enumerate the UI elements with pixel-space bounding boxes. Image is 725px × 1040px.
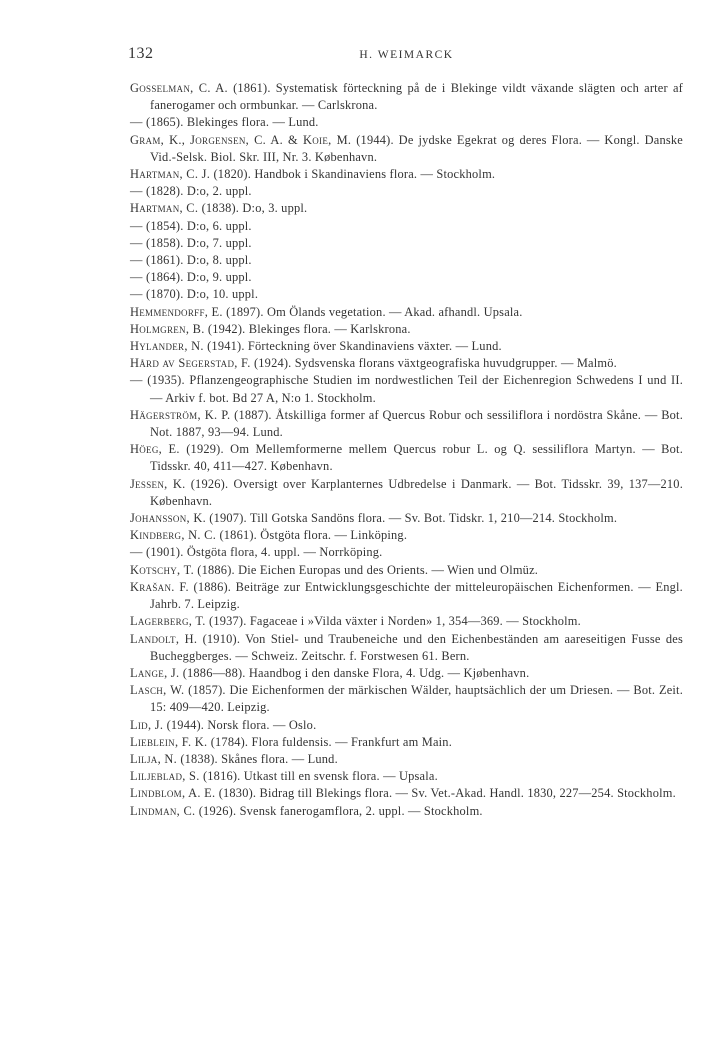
reference-text: (1838). Skånes flora. — Lund. (177, 751, 338, 766)
reference-entry (130, 407, 683, 441)
reference-entry (130, 200, 683, 217)
reference-text: (1901). Östgöta flora, 4. uppl. — Norrköping. (142, 545, 383, 560)
reference-text: (1886—88). Haandbog i den danske Flora, 4. Udg. — Kjøbenhavn. (179, 665, 530, 680)
reference-text: (1886). Die Eichen Europas und des Orients. — Wien und Olmüz. (193, 562, 539, 577)
reference-entry (130, 476, 683, 510)
reference-entry (130, 717, 683, 734)
reference-author: Hård av Segerstad, F. (130, 356, 251, 371)
reference-author: Hägerström, K. P. (130, 407, 231, 422)
reference-author: Jessen, K. (130, 476, 186, 491)
reference-entry (130, 803, 683, 820)
reference-author: — (130, 373, 143, 388)
reference-author: — (130, 184, 143, 199)
reference-entry (130, 80, 683, 114)
reference-text: (1816). Utkast till en svensk flora. — Upsala. (199, 769, 438, 784)
reference-author: Kindberg, N. C. (130, 528, 217, 543)
reference-entry (130, 631, 683, 665)
reference-text: (1830). Bidrag till Blekings flora. — Sv. Vet.-Akad. Handl. 1830, 227—254. Stockholm. (215, 786, 676, 801)
reference-text: (1886). Beiträge zur Entwicklungsgeschichte der mitteleuropäischen Eichenformen. — Engl. Jahrb. 7. Leipzig. (150, 579, 683, 612)
reference-text: (1907). Till Gotska Sandöns flora. — Sv. Bot. Tidskr. 1, 210—214. Stockholm. (205, 511, 618, 526)
reference-text: (1828). D:o, 2. uppl. (142, 184, 252, 199)
reference-author: — (130, 270, 143, 285)
reference-author: Hartman, C. (130, 201, 199, 216)
reference-text: (1865). Blekinges flora. — Lund. (142, 115, 319, 130)
reference-author: — (130, 115, 143, 130)
reference-text: (1870). D:o, 10. uppl. (142, 287, 259, 302)
reference-author: Höeg, E. (130, 442, 180, 457)
reference-author: — (130, 287, 143, 302)
reference-author: Landolt, H. (130, 631, 198, 646)
reference-text: (1944). De jydske Egekrat og deres Flora. — Kongl. Danske Vid.-Selsk. Biol. Skr. III, Nr. 3. København. (150, 132, 683, 164)
reference-entry (130, 338, 683, 355)
reference-author: Gram, K., Jorgensen, C. A. & Koie, M. (130, 132, 352, 147)
reference-entry (130, 527, 683, 544)
reference-entry (130, 510, 683, 527)
reference-entry (130, 441, 683, 475)
reference-text: (1937). Fagaceae i »Vilda växter i Norden» 1, 354—369. — Stockholm. (205, 614, 581, 629)
reference-entry (130, 682, 683, 716)
reference-author: — (130, 218, 143, 233)
reference-entry (130, 544, 683, 561)
reference-text: (1784). Flora fuldensis. — Frankfurt am Main. (207, 734, 452, 749)
reference-entry (130, 372, 683, 406)
reference-text: (1857). Die Eichenformen der märkischen Wälder, hauptsächlich der um Driesen. — Bot. Zeit. 15: 409—420. Leipzig. (150, 683, 683, 715)
reference-entry (130, 734, 683, 751)
reference-entry (130, 183, 683, 200)
reference-author: Lasch, W. (130, 683, 185, 698)
reference-entry (130, 321, 683, 338)
page-number: 132 (128, 45, 154, 62)
reference-author: Hartman, C. J. (130, 167, 211, 182)
reference-author: Lindblom, A. E. (130, 786, 216, 801)
reference-entry (130, 114, 683, 131)
reference-text: (1838). D:o, 3. uppl. (198, 201, 308, 216)
reference-entry (130, 751, 683, 768)
reference-author: Hylander, N. (130, 339, 204, 354)
reference-text: (1897). Om Ölands vegetation. — Akad. afhandl. Upsala. (222, 304, 523, 319)
reference-entry (130, 579, 683, 613)
reference-author: Holmgren, B. (130, 321, 205, 336)
reference-author: Lange, J. (130, 665, 180, 680)
reference-text: (1926). Svensk fanerogamflora, 2. uppl. — Stockholm. (195, 803, 483, 818)
reference-list (130, 80, 683, 820)
reference-text: (1864). D:o, 9. uppl. (142, 270, 252, 285)
running-head: H. WEIMARCK (359, 49, 454, 61)
reference-text: (1941). Förteckning över Skandinaviens växter. — Lund. (203, 339, 502, 354)
reference-text: (1929). Om Mellemformerne mellem Quercus robur L. og Q. sessiliflora Martyn. — Bot. Tidsskr. 40, 411—427. København. (150, 442, 683, 474)
reference-text: (1910). Von Stiel- und Traubeneiche und den Eichenbeständen am aareseitigen Fusse des Bucheggberges. — Schweiz. Zeitschr. f. Forstwesen 61. Bern. (150, 631, 683, 663)
reference-author: — (130, 253, 143, 268)
reference-text: (1820). Handbok i Skandinaviens flora. — Stockholm. (210, 167, 496, 182)
reference-text: (1926). Oversigt over Karplanternes Udbredelse i Danmark. — Bot. Tidsskr. 39, 137—210. København. (150, 476, 683, 508)
reference-author: Lieblein, F. K. (130, 734, 208, 749)
reference-entry (130, 613, 683, 630)
reference-text: (1935). Pflanzengeographische Studien im nordwestlichen Teil der Eichenregion Schwedens I und II. — Arkiv f. bot. Bd 27 A, N:o 1. Stockholm. (142, 373, 683, 405)
reference-entry (130, 218, 683, 235)
reference-entry (130, 665, 683, 682)
reference-text: (1861). Östgöta flora. — Linköping. (216, 528, 408, 543)
reference-text: (1861). Systematisk förteckning på de i Blekinge vildt växande slägten och arter af fanerogamer och ormbunkar. — Carlskrona. (150, 81, 683, 113)
reference-text: (1854). D:o, 6. uppl. (142, 218, 252, 233)
reference-author: Lid, J. (130, 717, 164, 732)
reference-author: Kotschy, T. (130, 562, 194, 577)
reference-entry (130, 132, 683, 166)
reference-entry (130, 269, 683, 286)
reference-author: Johansson, K. (130, 511, 206, 526)
reference-author: Hemmendorff, E. (130, 304, 223, 319)
reference-author: Liljeblad, S. (130, 769, 200, 784)
reference-text: (1887). Åtskilliga former af Quercus Robur och sessiliflora i nordöstra Skåne. — Bot. Not. 1887, 93—94. Lund. (150, 407, 683, 440)
reference-entry (130, 304, 683, 321)
reference-entry (130, 562, 683, 579)
reference-author: Krašan. F. (130, 579, 189, 594)
reference-text: (1942). Blekinges flora. — Karlskrona. (204, 321, 411, 336)
page-header (128, 45, 685, 69)
reference-entry (130, 785, 683, 802)
reference-text: (1861). D:o, 8. uppl. (142, 253, 252, 268)
reference-text: (1924). Sydsvenska florans växtgeografiska huvudgrupper. — Malmö. (250, 356, 617, 371)
reference-entry (130, 252, 683, 269)
reference-text: (1858). D:o, 7. uppl. (142, 235, 252, 250)
reference-entry (130, 768, 683, 785)
reference-author: Lagerberg, T. (130, 614, 206, 629)
reference-author: Lindman, C. (130, 803, 196, 818)
reference-entry (130, 235, 683, 252)
reference-entry (130, 355, 683, 372)
reference-author: — (130, 235, 143, 250)
reference-entry (130, 166, 683, 183)
reference-text: (1944). Norsk flora. — Oslo. (163, 717, 317, 732)
reference-author: Gosselman, C. A. (130, 81, 228, 95)
reference-author: Lilja, N. (130, 751, 178, 766)
reference-author: — (130, 545, 143, 560)
reference-entry (130, 286, 683, 303)
